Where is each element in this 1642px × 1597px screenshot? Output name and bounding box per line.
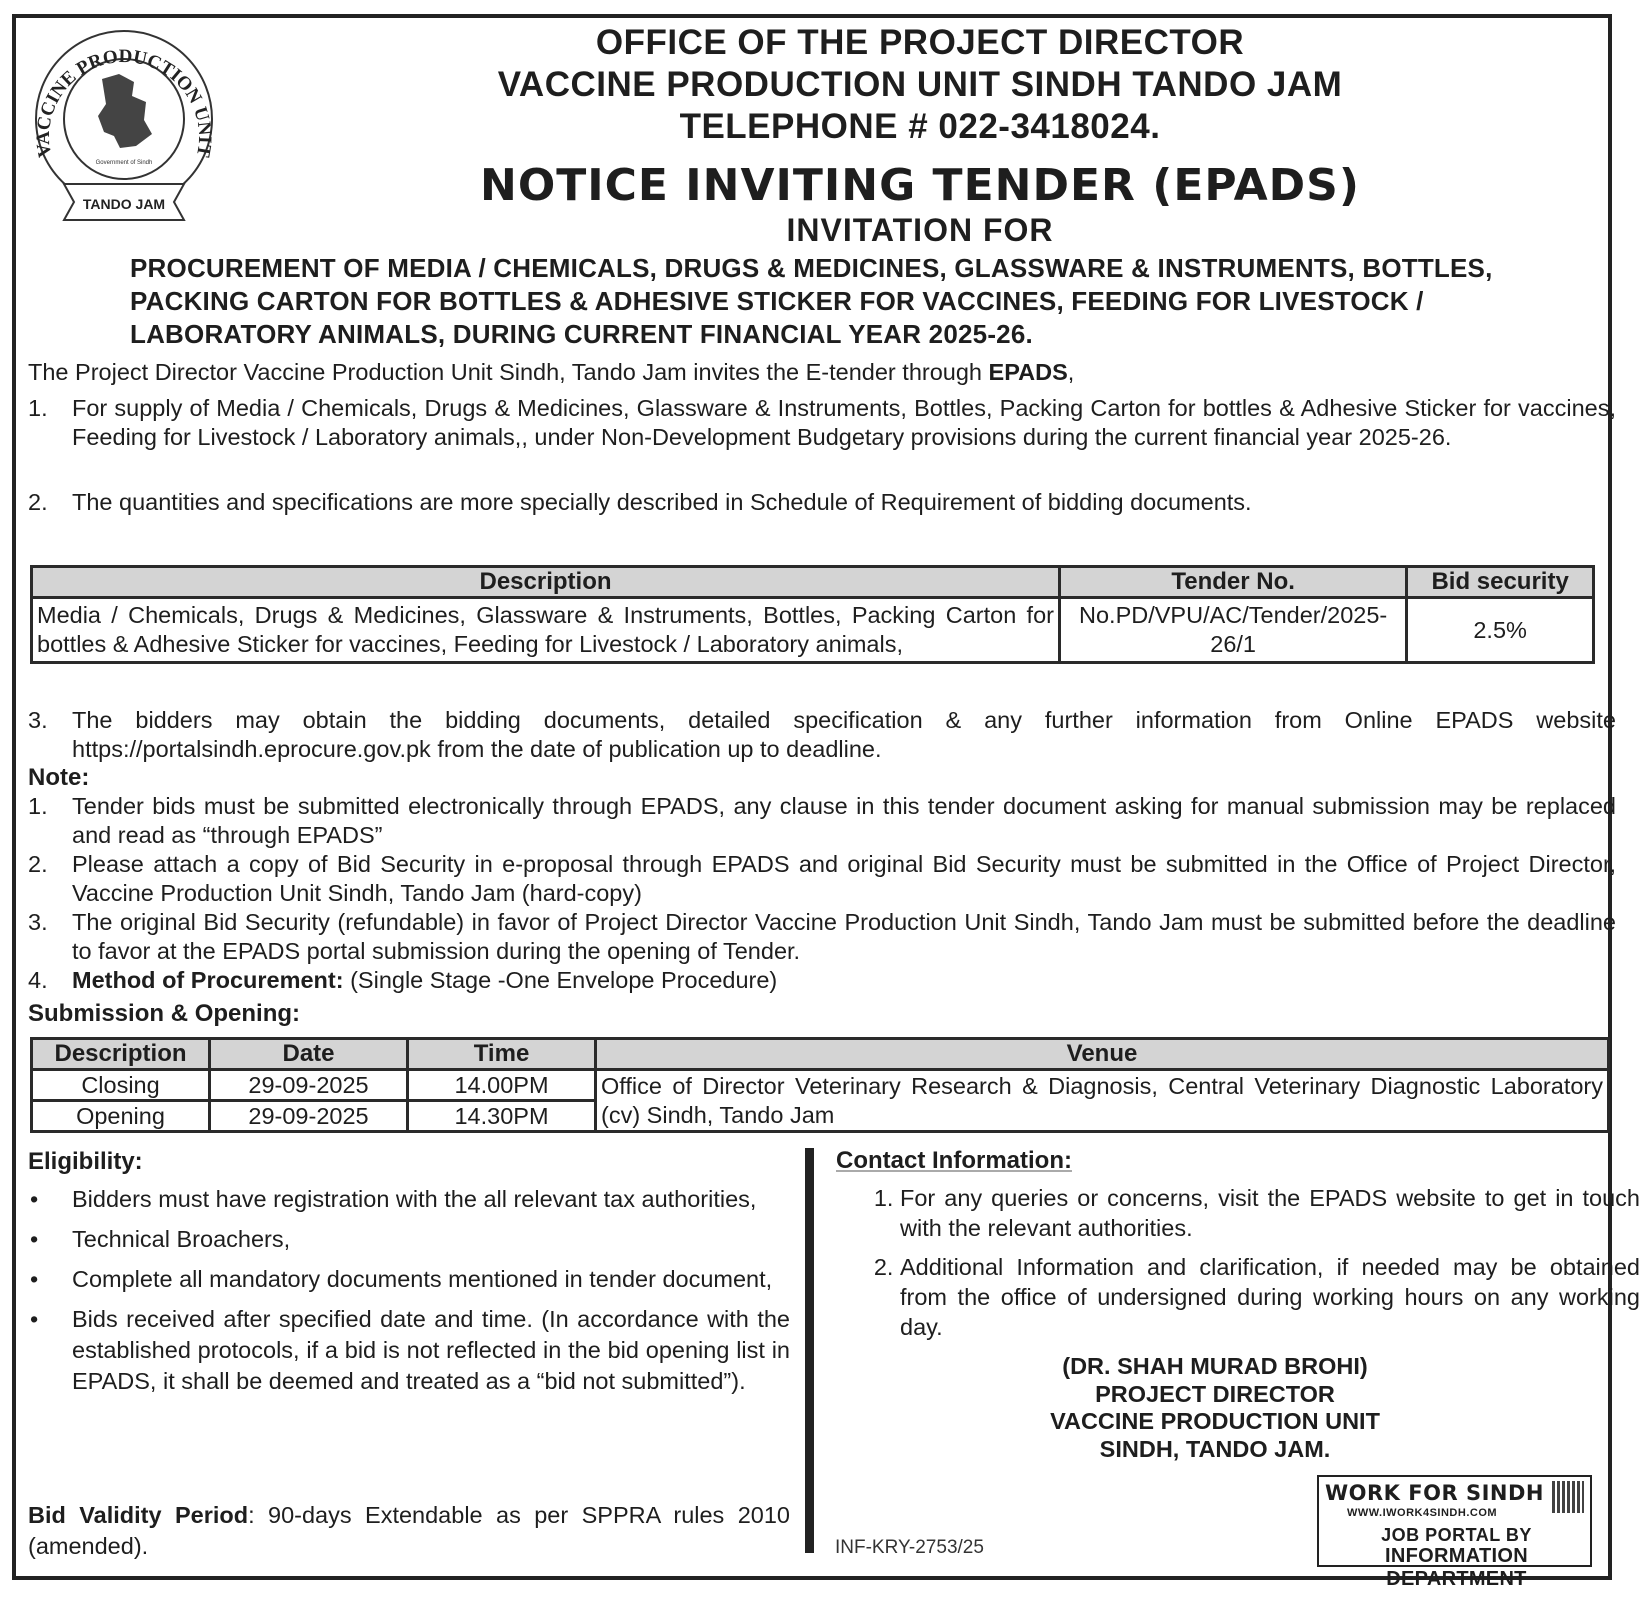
row-time: 14.30PM [408,1101,596,1132]
table-header-row [32,1039,1609,1070]
table-row [32,1070,1609,1101]
bullet-icon: • [30,1186,39,1212]
eligibility-heading: Eligibility: [28,1148,143,1175]
badge-title: WORK FOR SINDH [1325,1481,1544,1505]
badge-line2: INFORMATION DEPARTMENT [1385,1545,1528,1590]
list-item: 2. Additional Information and clarification, if needed may be obtained from the office of undersigned during working hours on any working day. [900,1252,1640,1342]
list-item: • Bidders must have registration with the all relevant tax authorities, [28,1184,790,1215]
badge-line1: JOB PORTAL BY [1381,1525,1532,1545]
logo-inner-text: Government of Sindh [95,160,153,166]
list-item: • Complete all mandatory documents mentioned in tender document, [28,1264,790,1295]
eligibility-list [28,1184,790,1406]
point-2 [28,488,1616,517]
invitation-subtitle: INVITATION FOR [786,212,1054,248]
row-date: 29-09-2025 [210,1070,408,1101]
col-time: Time [408,1039,596,1070]
tender-description: Media / Chemicals, Drugs & Medicines, Glassware & Instruments, Bottles, Packing Carton for bottles & Adhesive Sticker for vaccines, Feeding for Livestock / Laboratory animals, [32,598,1060,663]
list-item: 2. The quantities and specifications are more specially described in Schedule of Requirement of bidding documents. [28,489,1252,515]
column-divider [805,1148,814,1553]
office-line: OFFICE OF THE PROJECT DIRECTOR [595,23,1245,62]
bullet-icon: • [30,1266,39,1292]
signatory-place: SINDH, TANDO JAM. [1099,1435,1331,1462]
qr-code-icon [1552,1481,1584,1513]
table-header-row [32,567,1594,598]
point-1 [28,394,1616,452]
row-description: Closing [32,1070,210,1101]
col-venue: Venue [596,1039,1609,1070]
signatory-title: PROJECT DIRECTOR [1095,1380,1335,1407]
venue-cell: Office of Director Veterinary Research & Diagnosis, Central Veterinary Diagnostic Laboratory (cv) Sindh, Tando Jam [596,1070,1609,1132]
contact-heading: Contact Information: [836,1147,1072,1174]
iwork4sindh-badge [1317,1475,1592,1590]
office-header [330,22,1510,148]
col-tender-no: Tender No. [1060,567,1407,598]
reference-number: INF-KRY-2753/25 [835,1537,984,1558]
tender-number: No.PD/VPU/AC/Tender/2025-26/1 [1060,598,1407,663]
procurement-heading: PROCUREMENT OF MEDIA / CHEMICALS, DRUGS & MEDICINES, GLASSWARE & INSTRUMENTS, BOTTLES, PACKING CARTON FOR BOTTLES & ADHESIVE STICKER FOR VACCINES, FEEDING FOR LIVESTOCK / LABORATORY ANIMALS, DURING CURRENT FINANCIAL YEAR 2025-26. [130,253,1493,349]
row-date: 29-09-2025 [210,1101,408,1132]
list-item: • Bids received after specified date and time. (In accordance with the established protocols, if a bid is not reflected in the bid opening list in EPADS, it shall be deemed and treated as a “bid not submitted”). [30,1306,790,1394]
row-description: Opening [32,1101,210,1132]
col-bid-security: Bid security [1407,567,1594,598]
notice-title: NOTICE INVITING TENDER (EPADS) [480,160,1360,211]
list-item: 4. Method of Procurement: (Single Stage -One Envelope Procedure) [28,967,778,993]
submission-heading: Submission & Opening: [28,1000,301,1027]
bullet-icon: • [30,1306,39,1332]
note-list [28,792,1616,995]
list-item: 1. For any queries or concerns, visit the EPADS website to get in touch with the relevant authorities. [900,1183,1640,1243]
badge-url: WWW.IWORK4SINDH.COM [1347,1507,1498,1519]
list-item: 3. The original Bid Security (refundable) in favor of Project Director Vaccine Production Unit Sindh, Tando Jam must be submitted before the deadline to favor at the EPADS portal submission during the opening of Tender. [28,909,1616,964]
signature-block [990,1353,1440,1463]
logo-ribbon-text: TANDO JAM [82,196,166,212]
list-item: 3. The bidders may obtain the bidding documents, detailed specification & any further information from Online EPADS website https://portalsindh.eprocure.gov.pk from the date of publication up to deadline. [28,707,1616,762]
logo-ring-text: VACCINE PRODUCTION UNIT [32,45,216,159]
unit-line: VACCINE PRODUCTION UNIT SINDH TANDO JAM [497,65,1343,104]
vaccine-production-unit-logo [24,24,224,234]
list-item: 2. Please attach a copy of Bid Security in e-proposal through EPADS and original Bid Security must be submitted in the Office of Project Director, Vaccine Production Unit Sindh, Tando Jam (hard-copy) [28,851,1616,906]
col-date: Date [210,1039,408,1070]
intro-paragraph: The Project Director Vaccine Production Unit Sindh, Tando Jam invites the E-tender through EPADS, [28,359,1075,385]
list-item: 1. For supply of Media / Chemicals, Drugs & Medicines, Glassware & Instruments, Bottles, Packing Carton for bottles & Adhesive Sticker for vaccines, Feeding for Livestock / Laboratory animals,, under Non-Development Budgetary provisions during the current financial year 2025-26. [28,395,1616,450]
tender-table [30,565,1595,664]
note-heading: Note: [28,764,90,791]
sindh-map-icon [98,74,152,148]
bid-security-value: 2.5% [1407,598,1594,663]
signatory-org: VACCINE PRODUCTION UNIT [1050,1408,1380,1434]
list-item: • Technical Broachers, [28,1224,790,1255]
col-description: Description [32,567,1060,598]
point-3 [28,706,1616,764]
bullet-icon: • [30,1226,39,1252]
signatory-name: (DR. SHAH MURAD BROHI) [1062,1353,1368,1379]
bid-validity: Bid Validity Period: 90-days Extendable as per SPPRA rules 2010 (amended). [28,1502,790,1559]
list-item: 1. Tender bids must be submitted electronically through EPADS, any clause in this tender document asking for manual submission may be replaced and read as “through EPADS” [28,793,1616,848]
telephone-line: TELEPHONE # 022-3418024. [679,107,1161,146]
contact-list [856,1183,1640,1351]
table-row [32,598,1594,663]
row-time: 14.00PM [408,1070,596,1101]
col-description: Description [32,1039,210,1070]
submission-table [30,1037,1610,1133]
